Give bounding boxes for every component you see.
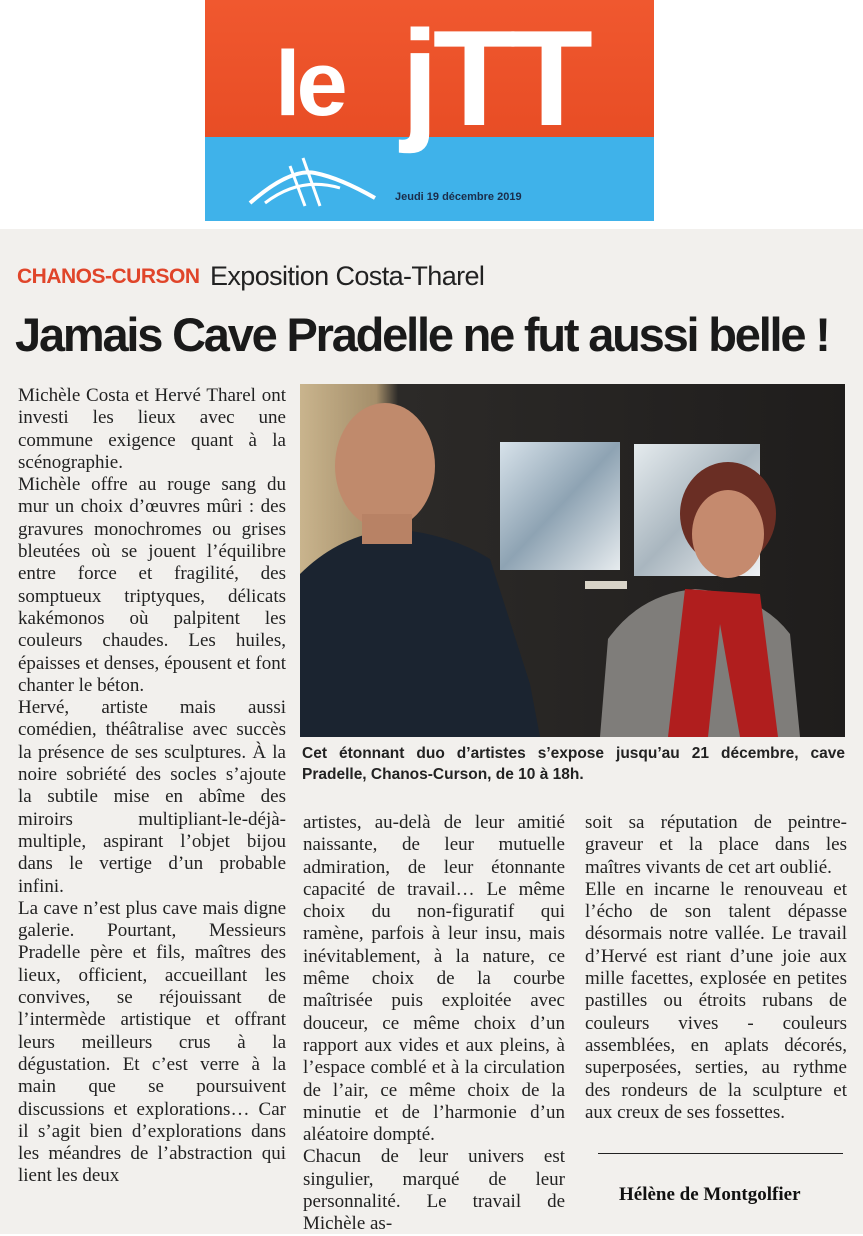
signature-divider (598, 1153, 843, 1154)
paragraph: Chacun de leur univers est singulier, marqué de leur personnalité. Le travail de Michèle as- (303, 1146, 565, 1235)
paragraph: Michèle Costa et Hervé Tharel ont investi les lieux avec une commune exigence quant à la scénographie. (18, 385, 286, 473)
masthead (205, 0, 654, 221)
article-column-3 (585, 812, 847, 1124)
bridge-logo-icon (245, 148, 385, 208)
paragraph: soit sa réputation de peintre-graveur et la place dans les maîtres vivants de cet art oublié. (585, 812, 847, 878)
artists-photo (300, 384, 845, 737)
logo-jtt: jTT (401, 2, 587, 154)
author-signature: Hélène de Montgolfier (619, 1184, 801, 1205)
paragraph: artistes, au-delà de leur amitié naissante, de leur mutuelle admiration, de leur étonnante capacité de travail… Le même choix du non-figuratif qui ramène, parfois à leur insu, mais inévitablement, à la nature, ce même choix de la courbe maîtrisée puis exploitée avec douceur, ce même choix d’un rapport aux vides et aux pleins, à l’espace comblé et à la circulation de l’air, ce même choix de la minutie et de l’harmonie d’un aléatoire dompté. (303, 812, 565, 1146)
article-column-1 (18, 385, 286, 1188)
issue-date: Jeudi 19 décembre 2019 (395, 191, 522, 203)
paragraph: Michèle offre au rouge sang du mur un choix d’œuvres mûri : des gravures monochromes ou grises bleutées où se jouent l’équilibre entre force et fragilité, des somptueux triptyques, délicats kakémonos où palpitent les couleurs chaudes. Les huiles, épaisses et denses, épousent et font chanter le béton. (18, 474, 286, 696)
paragraph: Hervé, artiste mais aussi comédien, théâtralise avec succès la présence de ses sculptures. À la noire sobriété des socles s’ajoute la subtile mise en abîme des miroirs multipliant-le-déjà-multiple, aspirant l’objet bijou dans le vertige d’un probable infini. (18, 697, 286, 897)
paragraph: La cave n’est plus cave mais digne galerie. Pourtant, Messieurs Pradelle père et fils, maîtres des lieux, officient, accueillant les convives, se réjouissant de l’intermède artistique et offrant leurs meilleurs crus à la dégustation. Et c’est verre à la main que se poursuivent discussions et explorations… Car il s’agit bien d’explorations dans les méandres de l’abstraction qui lient les deux (18, 897, 286, 1187)
logo-le: le (275, 33, 344, 135)
artists-photo-image (300, 384, 845, 737)
paragraph: Elle en incarne le renouveau et l’écho de son talent dépasse désormais notre vallée. Le travail d’Hervé est riant d’une joie aux mille facettes, explosée en petites pastilles ou étroits rubans de couleurs vives - couleurs assemblées, en aplats décorés, superposées, serties, au rythme des rondeurs de la sculpture et aux creux de ses fossettes. (585, 878, 847, 1123)
photo-caption: Cet étonnant duo d’artistes s’expose jusqu’au 21 décembre, cave Pradelle, Chanos-Curson, de 10 à 18h. (302, 745, 845, 783)
article-column-2 (303, 812, 565, 1236)
article-kicker: CHANOS-CURSON (17, 265, 200, 288)
article-headline: Jamais Cave Pradelle ne fut aussi belle ! (15, 308, 829, 361)
article-subtitle: Exposition Costa-Tharel (210, 261, 485, 291)
